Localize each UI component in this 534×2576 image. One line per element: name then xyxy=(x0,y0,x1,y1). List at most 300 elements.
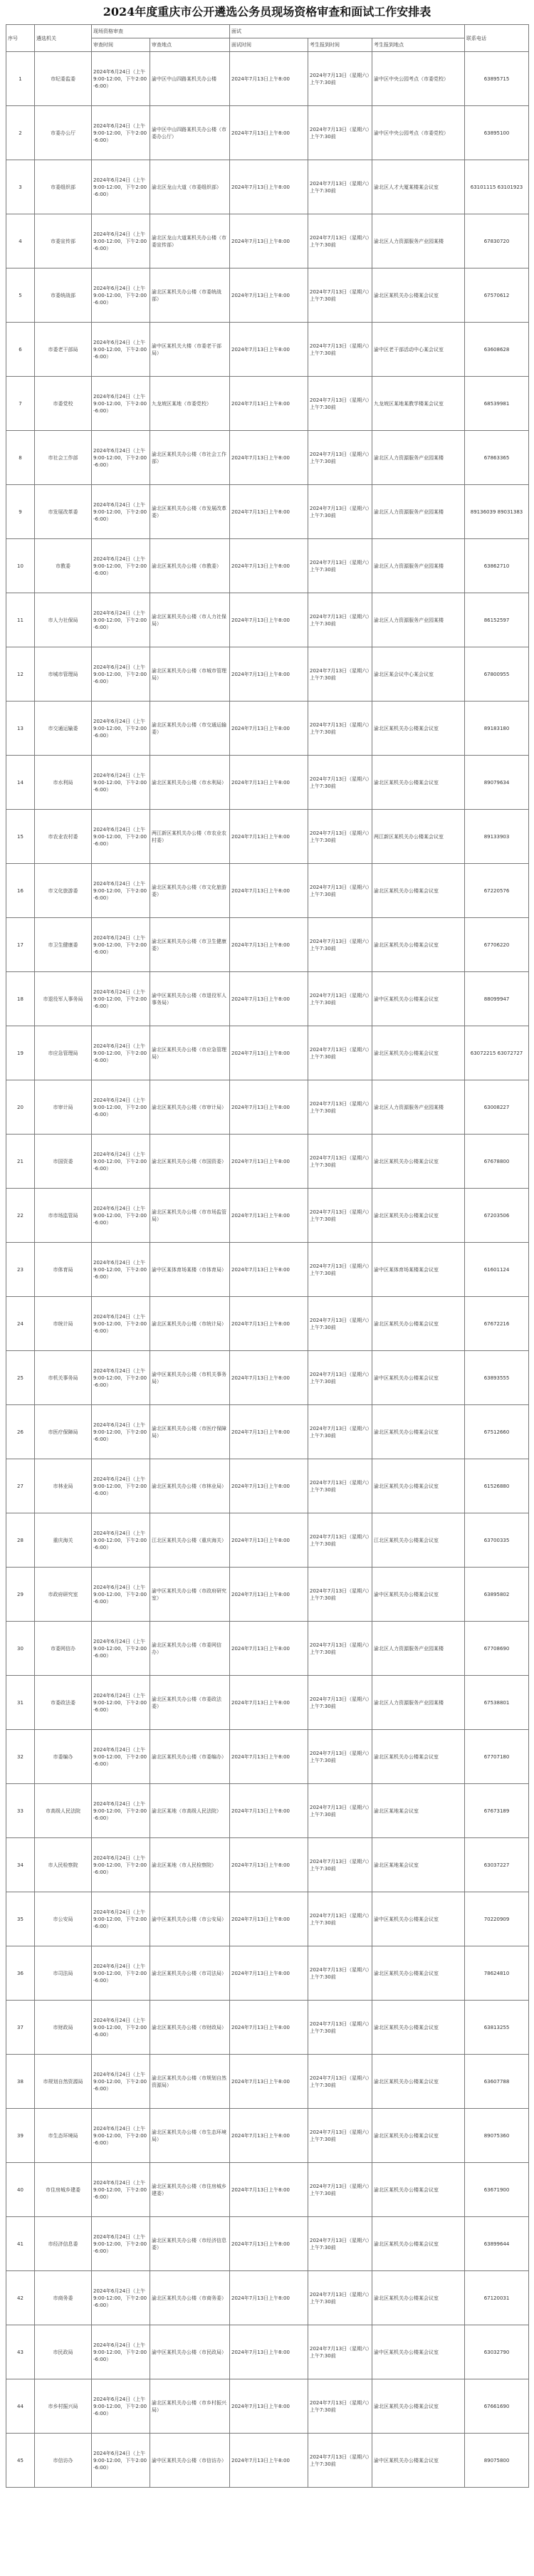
row-review-time: 2024年6月24日（上午9:00-12:00，下午2:00-6:00） xyxy=(92,2271,150,2325)
row-review-place: 渝中区某机关办公楼（市信访办） xyxy=(150,2434,230,2488)
row-unit: 市生态环境局 xyxy=(35,2109,92,2163)
row-review-place: 渝北区某机关办公楼（市市场监管局） xyxy=(150,1189,230,1243)
row-interview-time: 2024年7月13日上午8:00 xyxy=(230,2217,308,2271)
row-report-place: 渝北区某机关办公楼某会议室 xyxy=(372,268,465,323)
row-review-place: 渝北区某机关办公楼（市城市管理局） xyxy=(150,647,230,702)
row-report-place: 渝北区某机关办公楼某会议室 xyxy=(372,1189,465,1243)
row-phone: 63893555 xyxy=(465,1351,529,1405)
row-phone: 67863365 xyxy=(465,431,529,485)
table-row xyxy=(6,2001,529,2055)
row-review-place: 渝北区某机关办公楼（市生态环境局） xyxy=(150,2109,230,2163)
row-unit: 市水利局 xyxy=(35,756,92,810)
row-interview-time: 2024年7月13日上午8:00 xyxy=(230,2001,308,2055)
row-report-time: 2024年7月13日（星期六）上午7:30前 xyxy=(308,1459,372,1513)
row-report-place: 渝中区某机关办公楼某会议室 xyxy=(372,2434,465,2488)
row-phone: 67800955 xyxy=(465,647,529,702)
row-number: 25 xyxy=(6,1351,35,1405)
header-iv-time: 面试时间 xyxy=(230,38,308,52)
row-report-time: 2024年7月13日（星期六）上午7:30前 xyxy=(308,1784,372,1838)
row-report-place: 渝中区中央公园考点（市委党校） xyxy=(372,52,465,106)
row-report-place: 渝北区某机关办公楼某会议室 xyxy=(372,1730,465,1784)
row-review-time: 2024年6月24日（上午9:00-12:00，下午2:00-6:00） xyxy=(92,1730,150,1784)
header-iv-place: 考生报到地点 xyxy=(372,38,465,52)
row-interview-time: 2024年7月13日上午8:00 xyxy=(230,2109,308,2163)
row-review-place: 渝北区某机关办公楼（市委政法委） xyxy=(150,1676,230,1730)
row-report-time: 2024年7月13日（星期六）上午7:30前 xyxy=(308,593,372,647)
schedule-table xyxy=(6,24,529,2488)
row-number: 45 xyxy=(6,2434,35,2488)
row-review-place: 渝北区某机关办公楼（市发展改革委） xyxy=(150,485,230,539)
row-interview-time: 2024年7月13日上午8:00 xyxy=(230,431,308,485)
row-phone: 63895100 xyxy=(465,106,529,160)
row-review-place: 渝北区某机关办公楼（市教委） xyxy=(150,539,230,593)
row-report-place: 渝北区某机关办公楼某会议室 xyxy=(372,2271,465,2325)
row-number: 26 xyxy=(6,1405,35,1459)
row-phone: 89183180 xyxy=(465,702,529,756)
row-review-place: 渝北区某机关办公楼（市委统战部） xyxy=(150,268,230,323)
header-interview: 面试 xyxy=(230,25,465,38)
row-unit: 市国资委 xyxy=(35,1135,92,1189)
row-interview-time: 2024年7月13日上午8:00 xyxy=(230,756,308,810)
row-review-time: 2024年6月24日（上午9:00-12:00，下午2:00-6:00） xyxy=(92,864,150,918)
row-phone: 63101115 63101923 xyxy=(465,160,529,214)
row-report-time: 2024年7月13日（星期六）上午7:30前 xyxy=(308,702,372,756)
row-unit: 市住房城乡建委 xyxy=(35,2163,92,2217)
row-number: 28 xyxy=(6,1513,35,1568)
row-unit: 市社会工作部 xyxy=(35,431,92,485)
row-interview-time: 2024年7月13日上午8:00 xyxy=(230,1568,308,1622)
row-review-place: 渝北区某机关办公楼（市社会工作部） xyxy=(150,431,230,485)
row-review-time: 2024年6月24日（上午9:00-12:00，下午2:00-6:00） xyxy=(92,2001,150,2055)
row-number: 15 xyxy=(6,810,35,864)
row-report-time: 2024年7月13日（星期六）上午7:30前 xyxy=(308,810,372,864)
row-report-place: 渝北区某机关办公楼某会议室 xyxy=(372,702,465,756)
row-review-time: 2024年6月24日（上午9:00-12:00，下午2:00-6:00） xyxy=(92,2434,150,2488)
row-unit: 市城市管理局 xyxy=(35,647,92,702)
row-review-time: 2024年6月24日（上午9:00-12:00，下午2:00-6:00） xyxy=(92,377,150,431)
row-number: 1 xyxy=(6,52,35,106)
row-review-time: 2024年6月24日（上午9:00-12:00，下午2:00-6:00） xyxy=(92,1568,150,1622)
row-number: 42 xyxy=(6,2271,35,2325)
row-review-place: 两江新区某机关办公楼（市农业农村委） xyxy=(150,810,230,864)
row-phone: 89133903 xyxy=(465,810,529,864)
row-report-place: 渝中区某体育场某楼某会议室 xyxy=(372,1243,465,1297)
row-phone: 61526880 xyxy=(465,1459,529,1513)
table-row xyxy=(6,1946,529,2001)
row-unit: 市公安局 xyxy=(35,1892,92,1946)
row-report-place: 渝北区某地某会议室 xyxy=(372,1784,465,1838)
row-unit: 市财政局 xyxy=(35,2001,92,2055)
row-unit: 市人力社保局 xyxy=(35,593,92,647)
row-review-place: 渝北区某机关办公楼（市文化旅游委） xyxy=(150,864,230,918)
row-unit: 市体育局 xyxy=(35,1243,92,1297)
row-review-place: 渝北区某机关办公楼（市财政局） xyxy=(150,2001,230,2055)
table-row xyxy=(6,972,529,1026)
table-row xyxy=(6,702,529,756)
row-report-place: 渝中区某机关办公楼某会议室 xyxy=(372,1568,465,1622)
row-review-time: 2024年6月24日（上午9:00-12:00，下午2:00-6:00） xyxy=(92,1676,150,1730)
row-report-time: 2024年7月13日（星期六）上午7:30前 xyxy=(308,1243,372,1297)
row-phone: 63037227 xyxy=(465,1838,529,1892)
row-interview-time: 2024年7月13日上午8:00 xyxy=(230,2379,308,2434)
row-report-time: 2024年7月13日（星期六）上午7:30前 xyxy=(308,2163,372,2217)
row-review-time: 2024年6月24日（上午9:00-12:00，下午2:00-6:00） xyxy=(92,1892,150,1946)
row-number: 32 xyxy=(6,1730,35,1784)
header-phone: 联系电话 xyxy=(465,25,529,52)
row-review-time: 2024年6月24日（上午9:00-12:00，下午2:00-6:00） xyxy=(92,268,150,323)
row-interview-time: 2024年7月13日上午8:00 xyxy=(230,1026,308,1080)
row-number: 39 xyxy=(6,2109,35,2163)
row-interview-time: 2024年7月13日上午8:00 xyxy=(230,810,308,864)
row-interview-time: 2024年7月13日上午8:00 xyxy=(230,106,308,160)
row-interview-time: 2024年7月13日上午8:00 xyxy=(230,377,308,431)
row-phone: 89136039 89031383 xyxy=(465,485,529,539)
row-report-place: 渝北区人力资源服务产业园某楼 xyxy=(372,485,465,539)
row-number: 23 xyxy=(6,1243,35,1297)
row-review-time: 2024年6月24日（上午9:00-12:00，下午2:00-6:00） xyxy=(92,972,150,1026)
row-unit: 市委政法委 xyxy=(35,1676,92,1730)
table-row xyxy=(6,1513,529,1568)
row-phone: 63895802 xyxy=(465,1568,529,1622)
row-number: 40 xyxy=(6,2163,35,2217)
row-report-place: 渝中区某机关办公楼某会议室 xyxy=(372,972,465,1026)
row-report-place: 渝北区某机关办公楼某会议室 xyxy=(372,1459,465,1513)
row-interview-time: 2024年7月13日上午8:00 xyxy=(230,1243,308,1297)
row-report-place: 渝北区人力资源服务产业园某楼 xyxy=(372,593,465,647)
row-phone: 89079634 xyxy=(465,756,529,810)
row-phone: 68539981 xyxy=(465,377,529,431)
row-report-place: 渝北区人力资源服务产业园某楼 xyxy=(372,1080,465,1135)
row-number: 38 xyxy=(6,2055,35,2109)
row-interview-time: 2024年7月13日上午8:00 xyxy=(230,647,308,702)
row-report-time: 2024年7月13日（星期六）上午7:30前 xyxy=(308,1405,372,1459)
row-number: 20 xyxy=(6,1080,35,1135)
row-review-time: 2024年6月24日（上午9:00-12:00，下午2:00-6:00） xyxy=(92,2163,150,2217)
row-number: 10 xyxy=(6,539,35,593)
row-phone: 67706220 xyxy=(465,918,529,972)
row-number: 29 xyxy=(6,1568,35,1622)
header-review-place: 审查地点 xyxy=(150,38,230,52)
row-phone: 67538801 xyxy=(465,1676,529,1730)
header-no: 序号 xyxy=(6,25,35,52)
row-phone: 67512660 xyxy=(465,1405,529,1459)
row-review-time: 2024年6月24日（上午9:00-12:00，下午2:00-6:00） xyxy=(92,1297,150,1351)
row-number: 34 xyxy=(6,1838,35,1892)
row-interview-time: 2024年7月13日上午8:00 xyxy=(230,1730,308,1784)
row-interview-time: 2024年7月13日上午8:00 xyxy=(230,593,308,647)
row-interview-time: 2024年7月13日上午8:00 xyxy=(230,160,308,214)
row-phone: 63813255 xyxy=(465,2001,529,2055)
row-number: 30 xyxy=(6,1622,35,1676)
row-number: 22 xyxy=(6,1189,35,1243)
row-interview-time: 2024年7月13日上午8:00 xyxy=(230,214,308,268)
row-unit: 市乡村振兴局 xyxy=(35,2379,92,2434)
row-number: 14 xyxy=(6,756,35,810)
row-phone: 63899644 xyxy=(465,2217,529,2271)
row-interview-time: 2024年7月13日上午8:00 xyxy=(230,918,308,972)
row-unit: 市委统战部 xyxy=(35,268,92,323)
row-number: 4 xyxy=(6,214,35,268)
row-number: 19 xyxy=(6,1026,35,1080)
row-review-place: 渝北区某机关办公楼（市经济信息委） xyxy=(150,2217,230,2271)
row-interview-time: 2024年7月13日上午8:00 xyxy=(230,485,308,539)
table-row xyxy=(6,1297,529,1351)
row-phone: 88099947 xyxy=(465,972,529,1026)
row-unit: 市审计局 xyxy=(35,1080,92,1135)
row-phone: 67661690 xyxy=(465,2379,529,2434)
row-report-time: 2024年7月13日（星期六）上午7:30前 xyxy=(308,1892,372,1946)
row-unit: 市应急管理局 xyxy=(35,1026,92,1080)
row-unit: 市人民检察院 xyxy=(35,1838,92,1892)
row-review-time: 2024年6月24日（上午9:00-12:00，下午2:00-6:00） xyxy=(92,323,150,377)
row-unit: 重庆海关 xyxy=(35,1513,92,1568)
row-report-time: 2024年7月13日（星期六）上午7:30前 xyxy=(308,2217,372,2271)
row-review-place: 渝中区某机关办公楼（市退役军人事务局） xyxy=(150,972,230,1026)
row-interview-time: 2024年7月13日上午8:00 xyxy=(230,1405,308,1459)
row-interview-time: 2024年7月13日上午8:00 xyxy=(230,1513,308,1568)
row-review-place: 渝北区某地（市高级人民法院） xyxy=(150,1784,230,1838)
row-report-time: 2024年7月13日（星期六）上午7:30前 xyxy=(308,1946,372,2001)
row-unit: 市发展改革委 xyxy=(35,485,92,539)
row-unit: 市卫生健康委 xyxy=(35,918,92,972)
document xyxy=(6,0,528,2488)
row-phone: 89075360 xyxy=(465,2109,529,2163)
row-report-time: 2024年7月13日（星期六）上午7:30前 xyxy=(308,377,372,431)
row-report-time: 2024年7月13日（星期六）上午7:30前 xyxy=(308,2434,372,2488)
row-unit: 市委办公厅 xyxy=(35,106,92,160)
row-phone: 86152597 xyxy=(465,593,529,647)
row-phone: 67830720 xyxy=(465,214,529,268)
table-row xyxy=(6,431,529,485)
row-report-time: 2024年7月13日（星期六）上午7:30前 xyxy=(308,864,372,918)
table-row xyxy=(6,2434,529,2488)
row-number: 44 xyxy=(6,2379,35,2434)
row-unit: 市委党校 xyxy=(35,377,92,431)
row-report-time: 2024年7月13日（星期六）上午7:30前 xyxy=(308,2379,372,2434)
row-phone: 63862710 xyxy=(465,539,529,593)
row-unit: 市委宣传部 xyxy=(35,214,92,268)
row-unit: 市司法局 xyxy=(35,1946,92,2001)
row-report-place: 江北区某机关办公楼某会议室 xyxy=(372,1513,465,1568)
row-review-time: 2024年6月24日（上午9:00-12:00，下午2:00-6:00） xyxy=(92,431,150,485)
header-review: 现场资格审查 xyxy=(92,25,230,38)
row-review-place: 渝北区某机关办公楼（市统计局） xyxy=(150,1297,230,1351)
row-report-place: 渝北区某机关办公楼某会议室 xyxy=(372,2055,465,2109)
row-number: 41 xyxy=(6,2217,35,2271)
page-title: 2024年度重庆市公开遴选公务员现场资格审查和面试工作安排表 xyxy=(103,5,431,19)
row-phone: 63608628 xyxy=(465,323,529,377)
row-report-time: 2024年7月13日（星期六）上午7:30前 xyxy=(308,1513,372,1568)
row-unit: 市教委 xyxy=(35,539,92,593)
row-phone: 67673189 xyxy=(465,1784,529,1838)
row-report-place: 两江新区某机关办公楼某会议室 xyxy=(372,810,465,864)
row-report-time: 2024年7月13日（星期六）上午7:30前 xyxy=(308,160,372,214)
row-review-place: 江北区某机关办公楼（重庆海关） xyxy=(150,1513,230,1568)
row-phone: 63072215 63072727 xyxy=(465,1026,529,1080)
row-phone: 67678800 xyxy=(465,1135,529,1189)
row-unit: 市委编办 xyxy=(35,1730,92,1784)
table-row xyxy=(6,1730,529,1784)
row-review-time: 2024年6月24日（上午9:00-12:00，下午2:00-6:00） xyxy=(92,1784,150,1838)
row-report-place: 渝北区某机关办公楼某会议室 xyxy=(372,1405,465,1459)
table-row xyxy=(6,268,529,323)
table-row xyxy=(6,1189,529,1243)
row-interview-time: 2024年7月13日上午8:00 xyxy=(230,1080,308,1135)
row-phone: 67203506 xyxy=(465,1189,529,1243)
row-interview-time: 2024年7月13日上午8:00 xyxy=(230,1838,308,1892)
row-report-place: 渝北区人才大厦某楼某会议室 xyxy=(372,160,465,214)
row-unit: 市商务委 xyxy=(35,2271,92,2325)
row-review-time: 2024年6月24日（上午9:00-12:00，下午2:00-6:00） xyxy=(92,593,150,647)
row-interview-time: 2024年7月13日上午8:00 xyxy=(230,1784,308,1838)
row-number: 16 xyxy=(6,864,35,918)
row-interview-time: 2024年7月13日上午8:00 xyxy=(230,1189,308,1243)
row-report-place: 渝北区某机关办公楼某会议室 xyxy=(372,1026,465,1080)
row-review-place: 渝北区某机关办公楼（市交通运输委） xyxy=(150,702,230,756)
row-review-time: 2024年6月24日（上午9:00-12:00，下午2:00-6:00） xyxy=(92,1243,150,1297)
row-report-place: 渝北区某地某会议室 xyxy=(372,1838,465,1892)
table-row xyxy=(6,52,529,106)
row-review-time: 2024年6月24日（上午9:00-12:00，下午2:00-6:00） xyxy=(92,2109,150,2163)
row-review-place: 渝北区龙山大道（市委组织部） xyxy=(150,160,230,214)
row-report-place: 渝北区某机关办公楼某会议室 xyxy=(372,2163,465,2217)
table-row xyxy=(6,1459,529,1513)
row-report-time: 2024年7月13日（星期六）上午7:30前 xyxy=(308,918,372,972)
row-review-place: 渝中区某体育场某楼（市体育局） xyxy=(150,1243,230,1297)
row-report-time: 2024年7月13日（星期六）上午7:30前 xyxy=(308,268,372,323)
row-report-time: 2024年7月13日（星期六）上午7:30前 xyxy=(308,323,372,377)
row-phone: 67570612 xyxy=(465,268,529,323)
row-review-place: 渝北区某机关办公楼（市林业局） xyxy=(150,1459,230,1513)
table-header xyxy=(6,25,529,52)
table-row xyxy=(6,1405,529,1459)
row-interview-time: 2024年7月13日上午8:00 xyxy=(230,972,308,1026)
row-report-time: 2024年7月13日（星期六）上午7:30前 xyxy=(308,1730,372,1784)
row-report-place: 九龙坡区某地某教学楼某会议室 xyxy=(372,377,465,431)
row-report-place: 渝北区某机关办公楼某会议室 xyxy=(372,2109,465,2163)
row-review-place: 渝中区某机关办公楼（市民政局） xyxy=(150,2325,230,2379)
row-review-place: 渝中区某机关大楼（市委老干部局） xyxy=(150,323,230,377)
row-unit: 市机关事务局 xyxy=(35,1351,92,1405)
row-interview-time: 2024年7月13日上午8:00 xyxy=(230,1892,308,1946)
row-interview-time: 2024年7月13日上午8:00 xyxy=(230,1297,308,1351)
row-report-time: 2024年7月13日（星期六）上午7:30前 xyxy=(308,2271,372,2325)
row-review-time: 2024年6月24日（上午9:00-12:00，下午2:00-6:00） xyxy=(92,810,150,864)
row-interview-time: 2024年7月13日上午8:00 xyxy=(230,2434,308,2488)
row-report-time: 2024年7月13日（星期六）上午7:30前 xyxy=(308,2325,372,2379)
row-interview-time: 2024年7月13日上午8:00 xyxy=(230,2271,308,2325)
row-phone: 61601124 xyxy=(465,1243,529,1297)
row-review-place: 渝北区某机关办公楼（市人力社保局） xyxy=(150,593,230,647)
row-report-time: 2024年7月13日（星期六）上午7:30前 xyxy=(308,539,372,593)
row-review-place: 渝北区某机关办公楼（市规划自然资源局） xyxy=(150,2055,230,2109)
row-review-time: 2024年6月24日（上午9:00-12:00，下午2:00-6:00） xyxy=(92,1838,150,1892)
row-interview-time: 2024年7月13日上午8:00 xyxy=(230,2163,308,2217)
row-interview-time: 2024年7月13日上午8:00 xyxy=(230,1351,308,1405)
row-review-place: 渝北区龙山大道某机关办公楼（市委宣传部） xyxy=(150,214,230,268)
table-row xyxy=(6,1622,529,1676)
row-interview-time: 2024年7月13日上午8:00 xyxy=(230,1676,308,1730)
row-number: 2 xyxy=(6,106,35,160)
row-phone: 89075800 xyxy=(465,2434,529,2488)
row-unit: 市农业农村委 xyxy=(35,810,92,864)
row-phone: 67120031 xyxy=(465,2271,529,2325)
row-review-time: 2024年6月24日（上午9:00-12:00，下午2:00-6:00） xyxy=(92,160,150,214)
row-interview-time: 2024年7月13日上午8:00 xyxy=(230,702,308,756)
row-report-time: 2024年7月13日（星期六）上午7:30前 xyxy=(308,485,372,539)
row-report-place: 渝北区人力资源服务产业园某楼 xyxy=(372,431,465,485)
row-unit: 市经济信息委 xyxy=(35,2217,92,2271)
table-row xyxy=(6,1026,529,1080)
row-report-place: 渝中区中央公园考点（市委党校） xyxy=(372,106,465,160)
row-number: 3 xyxy=(6,160,35,214)
table-row xyxy=(6,1568,529,1622)
row-report-place: 渝中区某机关办公楼某会议室 xyxy=(372,2325,465,2379)
row-review-time: 2024年6月24日（上午9:00-12:00，下午2:00-6:00） xyxy=(92,106,150,160)
header-unit: 遴选机关 xyxy=(35,25,92,52)
row-number: 6 xyxy=(6,323,35,377)
row-phone: 63607788 xyxy=(465,2055,529,2109)
table-row xyxy=(6,593,529,647)
row-number: 11 xyxy=(6,593,35,647)
header-review-time: 审查时间 xyxy=(92,38,150,52)
row-review-time: 2024年6月24日（上午9:00-12:00，下午2:00-6:00） xyxy=(92,1513,150,1568)
row-number: 9 xyxy=(6,485,35,539)
row-report-place: 渝中区老干部活动中心某会议室 xyxy=(372,323,465,377)
row-number: 7 xyxy=(6,377,35,431)
table-row xyxy=(6,485,529,539)
row-review-place: 渝北区某机关办公楼（市水利局） xyxy=(150,756,230,810)
table-row xyxy=(6,323,529,377)
row-review-place: 渝中区中山四路某机关办公楼 xyxy=(150,52,230,106)
row-unit: 市退役军人事务局 xyxy=(35,972,92,1026)
row-unit: 市委老干部局 xyxy=(35,323,92,377)
row-report-time: 2024年7月13日（星期六）上午7:30前 xyxy=(308,1026,372,1080)
row-number: 35 xyxy=(6,1892,35,1946)
table-body xyxy=(6,52,529,2488)
row-number: 36 xyxy=(6,1946,35,2001)
row-report-time: 2024年7月13日（星期六）上午7:30前 xyxy=(308,1351,372,1405)
table-row xyxy=(6,1135,529,1189)
row-report-time: 2024年7月13日（星期六）上午7:30前 xyxy=(308,106,372,160)
row-phone: 63671900 xyxy=(465,2163,529,2217)
table-row xyxy=(6,1243,529,1297)
row-unit: 市医疗保障局 xyxy=(35,1405,92,1459)
table-row xyxy=(6,160,529,214)
row-number: 27 xyxy=(6,1459,35,1513)
row-unit: 市规划自然资源局 xyxy=(35,2055,92,2109)
row-review-place: 渝北区某机关办公楼（市委网信办） xyxy=(150,1622,230,1676)
row-phone: 78624810 xyxy=(465,1946,529,2001)
row-unit: 市交通运输委 xyxy=(35,702,92,756)
row-report-place: 渝北区某机关办公楼某会议室 xyxy=(372,2379,465,2434)
table-row xyxy=(6,918,529,972)
row-review-place: 九龙坡区某地（市委党校） xyxy=(150,377,230,431)
row-interview-time: 2024年7月13日上午8:00 xyxy=(230,1622,308,1676)
row-phone: 67707180 xyxy=(465,1730,529,1784)
row-report-place: 渝北区某机关办公楼某会议室 xyxy=(372,2217,465,2271)
row-report-time: 2024年7月13日（星期六）上午7:30前 xyxy=(308,2001,372,2055)
row-interview-time: 2024年7月13日上午8:00 xyxy=(230,268,308,323)
row-report-time: 2024年7月13日（星期六）上午7:30前 xyxy=(308,2109,372,2163)
row-number: 8 xyxy=(6,431,35,485)
row-review-time: 2024年6月24日（上午9:00-12:00，下午2:00-6:00） xyxy=(92,214,150,268)
row-unit: 市文化旅游委 xyxy=(35,864,92,918)
row-unit: 市信访办 xyxy=(35,2434,92,2488)
row-report-place: 渝北区某机关办公楼某会议室 xyxy=(372,2001,465,2055)
row-report-time: 2024年7月13日（星期六）上午7:30前 xyxy=(308,1135,372,1189)
row-report-time: 2024年7月13日（星期六）上午7:30前 xyxy=(308,1676,372,1730)
